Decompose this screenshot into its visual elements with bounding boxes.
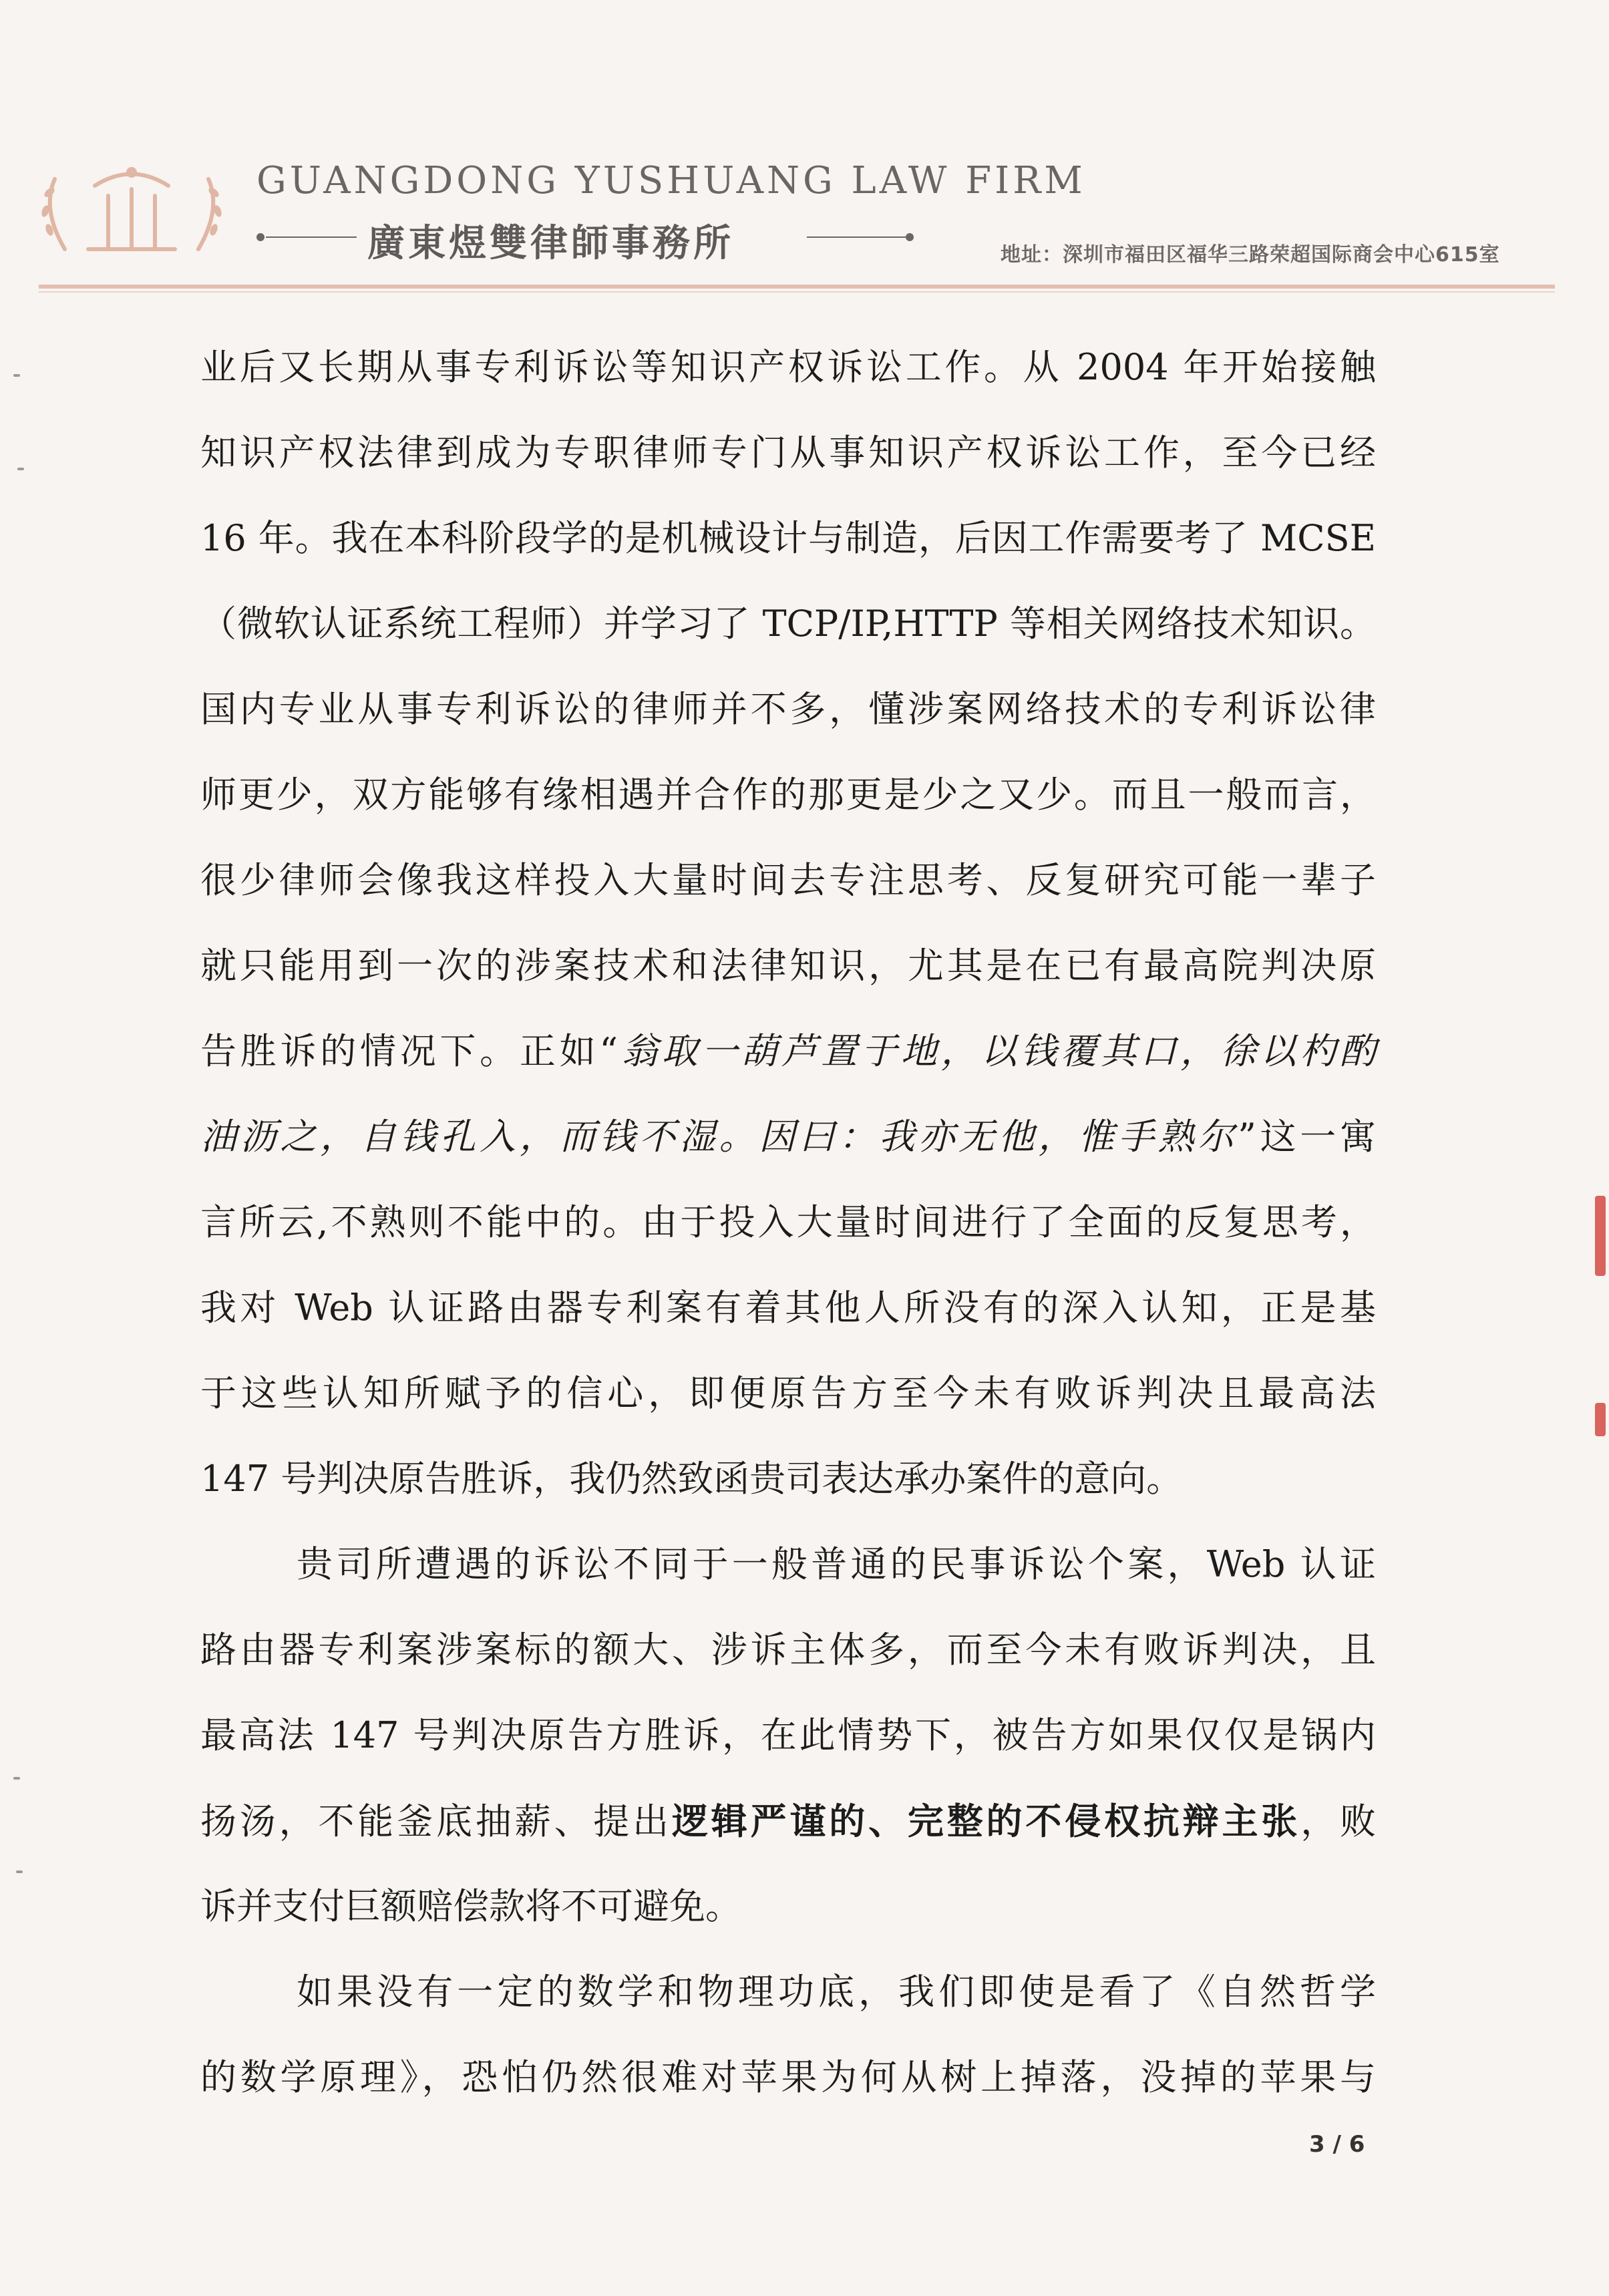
firm-address: 地址：深圳市福田区福华三路荣超国际商会中心615室: [1001, 243, 1500, 267]
body-line-quote-start: [200, 1018, 1376, 1085]
firm-name-chinese-row: [256, 214, 924, 265]
paragraph-3-line: 如果没有一定的数学和物理功底，我们即使是看了《自然哲学: [297, 1971, 1376, 2013]
header-divider: [39, 285, 1555, 289]
stamp-edge-mark: [1595, 1196, 1606, 1276]
body-text-run: ，败: [1300, 1800, 1377, 1842]
body-line: 国内专业从事专利诉讼的律师并不多，懂涉案网络技术的专利诉讼律: [200, 688, 1376, 730]
body-line: 我对 Web 认证路由器专利案有着其他人所没有的深入认知，正是基: [200, 1287, 1376, 1329]
ornament-line: [266, 236, 357, 238]
paragraph-3-line: 的数学原理》，恐怕仍然很难对苹果为何从树上掉落，没掉的苹果与: [200, 2056, 1376, 2098]
firm-name-english: GUANGDONG YUSHUANG LAW FIRM: [256, 159, 1086, 202]
scan-speck: [16, 1870, 23, 1873]
body-line: 师更少，双方能够有缘相遇并合作的那更是少之又少。而且一般而言，: [200, 774, 1376, 816]
scan-speck: [17, 468, 24, 470]
paragraph-2-line: 最高法 147 号判决原告方胜诉，在此情势下，被告方如果仅仅是锅内: [200, 1714, 1376, 1756]
page-number: 3 / 6: [1309, 2131, 1365, 2158]
body-line: 业后又长期从事专利诉讼等知识产权诉讼工作。从 2004 年开始接触: [200, 346, 1376, 388]
paragraph-2-line-emphasis: [200, 1788, 1376, 1854]
body-text-run: 告胜诉的情况下。正如“: [200, 1030, 618, 1072]
bold-text: 逻辑严谨的、完整的不侵权抗辩主张: [671, 1800, 1301, 1842]
body-line: 很少律师会像我这样投入大量时间去专注思考、反复研究可能一辈子: [200, 859, 1376, 901]
laurel-gate-logo: [35, 159, 228, 259]
quoted-text: 翁取一葫芦置于地，以钱覆其口，徐以杓酌: [617, 1030, 1376, 1072]
header-divider-thin: [39, 291, 1555, 293]
body-line: 言所云,不熟则不能中的。由于投入大量时间进行了全面的反复思考，: [200, 1201, 1376, 1243]
body-line: （微软认证系统工程师）并学习了 TCP/IP,HTTP 等相关网络技术知识。: [200, 603, 1376, 645]
firm-name-chinese: 廣東煜雙律師事務所: [367, 222, 734, 265]
paragraph-2-line: 诉并支付巨额赔偿款将不可避免。: [200, 1885, 741, 1927]
scan-speck: [13, 374, 20, 377]
ornament-line: [807, 236, 906, 238]
paragraph-2-line: 贵司所遭遇的诉讼不同于一般普通的民事诉讼个案，Web 认证: [297, 1543, 1376, 1585]
quoted-text: 油沥之，自钱孔入，而钱不湿。因曰：我亦无他，惟手熟尔: [200, 1116, 1238, 1158]
ornament-dot: [906, 233, 914, 241]
body-line: 就只能用到一次的涉案技术和法律知识，尤其是在已有最高院判决原: [200, 945, 1376, 987]
stamp-edge-mark: [1595, 1403, 1606, 1436]
body-line: 16 年。我在本科阶段学的是机械设计与制造，后因工作需要考了 MCSE: [200, 517, 1376, 559]
ornament-dot: [256, 233, 264, 241]
paragraph-2-line: 路由器专利案涉案标的额大、涉诉主体多，而至今未有败诉判决，且: [200, 1629, 1376, 1671]
body-line: 147 号判决原告胜诉，我仍然致函贵司表达承办案件的意向。: [200, 1458, 1183, 1500]
body-text-run: 扬汤，不能釜底抽薪、提出: [200, 1800, 672, 1842]
body-line: 知识产权法律到成为专职律师专门从事知识产权诉讼工作，至今已经: [200, 432, 1376, 474]
body-text-run: ”这一寓: [1238, 1116, 1377, 1158]
body-line-quote-end: [200, 1104, 1376, 1170]
scan-speck: [13, 1777, 20, 1780]
body-line: 于这些认知所赋予的信心，即便原告方至今未有败诉判决且最高法: [200, 1372, 1376, 1414]
